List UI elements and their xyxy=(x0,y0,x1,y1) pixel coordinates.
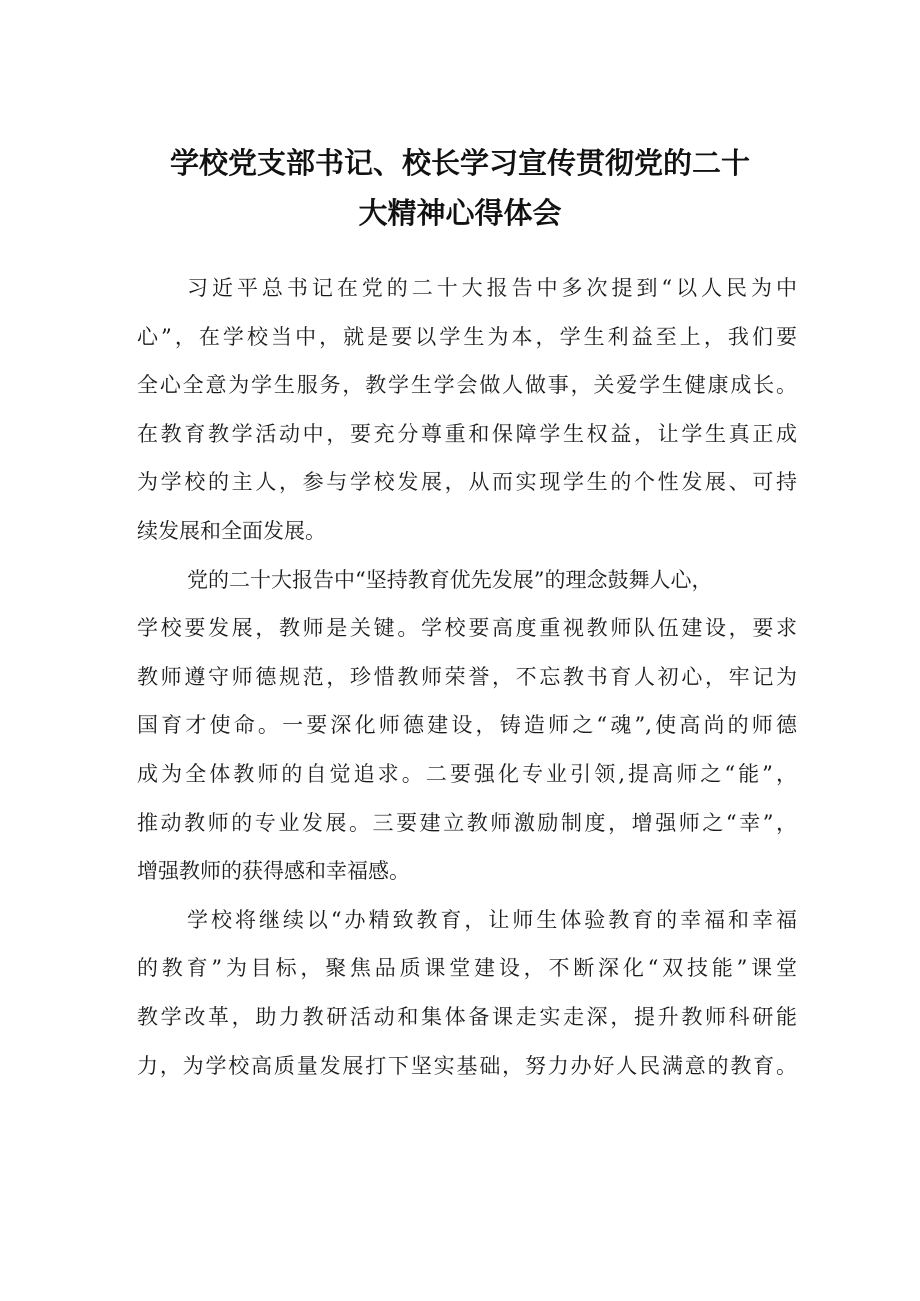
document-title xyxy=(120,138,800,238)
paragraph-line: 国育才使命。一要深化师德建设，铸造师之“魂”,使高尚的师德 xyxy=(137,713,797,738)
paragraph-line: 心”，在学校当中，就是要以学生为本，学生利益至上，我们要 xyxy=(137,324,797,349)
title-line-2: 大精神心得体会 xyxy=(358,196,562,230)
paragraph-line: 习近平总书记在党的二十大报告中多次提到“以人民为中 xyxy=(187,276,797,300)
paragraph-line: 为学校的主人，参与学校发展，从而实现学生的个性发展、可持 xyxy=(137,470,797,495)
document-body xyxy=(137,264,797,1090)
paragraph-line: 在教育教学活动中，要充分尊重和保障学生权益，让学生真正成 xyxy=(137,421,797,446)
paragraph-line: 增强教师的获得感和幸福感。 xyxy=(137,859,410,884)
paragraph-line: 学校将继续以“办精致教育，让师生体验教育的幸福和幸福 xyxy=(187,907,797,932)
paragraph-line: 教学改革，助力教研活动和集体备课走实走深，提升教师科研能 xyxy=(137,1004,797,1029)
paragraph-line: 教师遵守师德规范，珍惜教师荣誉，不忘教书育人初心，牢记为 xyxy=(137,664,797,689)
paragraph-1 xyxy=(137,264,797,556)
paragraph-line: 力，为学校高质量发展打下坚实基础，努力办好人民满意的教育。 xyxy=(137,1053,797,1078)
paragraph-line: 续发展和全面发展。 xyxy=(137,518,326,543)
paragraph-3 xyxy=(137,896,797,1090)
title-line-1: 学校党支部书记、校长学习宣传贯彻党的二十 xyxy=(169,146,750,180)
paragraph-line: 党的二十大报告中“坚持教育优先发展”的理念鼓舞人心， xyxy=(187,567,713,592)
paragraph-line: 学校要发展，教师是关键。学校要高度重视教师队伍建设，要求 xyxy=(137,616,797,641)
paragraph-line: 的教育”为目标，聚焦品质课堂建设，不断深化“双技能”课堂 xyxy=(137,956,797,981)
paragraph-line: 推动教师的专业发展。三要建立教师激励制度，增强师之“幸”， xyxy=(137,810,797,835)
paragraph-2 xyxy=(137,556,797,896)
paragraph-line: 全心全意为学生服务，教学生学会做人做事，关爱学生健康成长。 xyxy=(137,373,797,398)
paragraph-line: 成为全体教师的自觉追求。二要强化专业引领,提高师之“能”， xyxy=(137,761,797,786)
